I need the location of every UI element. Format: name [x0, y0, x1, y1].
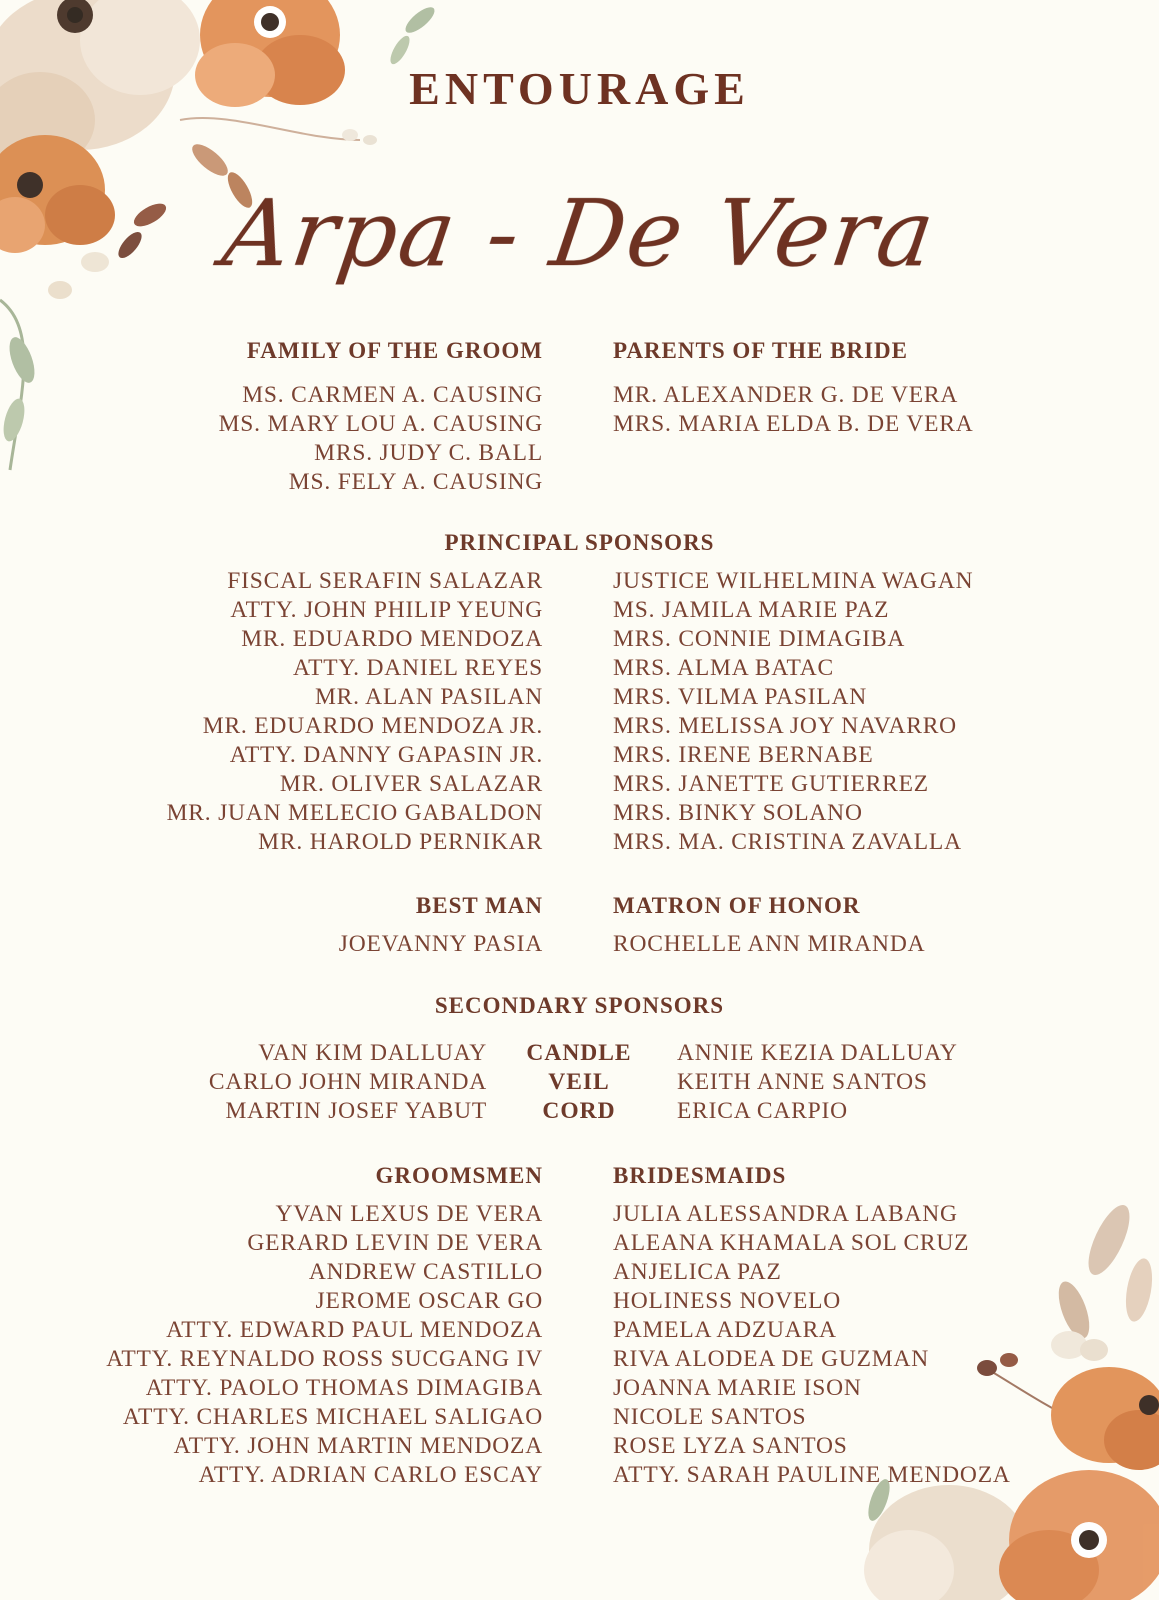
list-item: JULIA ALESSANDRA LABANG: [613, 1201, 958, 1227]
list-item: NICOLE SANTOS: [613, 1404, 807, 1430]
matron-list: [613, 930, 925, 959]
best-man-heading: BEST MAN: [415, 893, 543, 918]
list-item: ATTY. SARAH PAULINE MENDOZA: [613, 1462, 1011, 1488]
list-item: MRS. VILMA PASILAN: [613, 684, 868, 710]
list-item: JOEVANNY PASIA: [338, 931, 543, 957]
groomsmen-list: [106, 1200, 543, 1490]
role-label: CORD: [542, 1098, 616, 1124]
family-groom-list: [219, 381, 543, 497]
list-item: ATTY. DANIEL REYES: [292, 655, 543, 681]
principal-sponsors-right-list: [613, 567, 973, 857]
list-item: MRS. MARIA ELDA B. DE VERA: [613, 411, 974, 437]
secondary-sponsors-roles: [509, 1039, 649, 1126]
list-item: MRS. ALMA BATAC: [613, 655, 835, 681]
secondary-sponsors-left-list: [209, 1039, 487, 1126]
list-item: VAN KIM DALLUAY: [258, 1040, 487, 1066]
list-item: ATTY. JOHN PHILIP YEUNG: [230, 597, 543, 623]
role-label: VEIL: [548, 1069, 610, 1095]
matron-heading: MATRON OF HONOR: [613, 893, 861, 918]
page-title: ENTOURAGE: [409, 63, 750, 114]
list-item: MS. FELY A. CAUSING: [288, 469, 543, 495]
role-label: CANDLE: [526, 1040, 632, 1066]
list-item: ATTY. PAOLO THOMAS DIMAGIBA: [145, 1375, 543, 1401]
secondary-sponsors-right-list: [677, 1039, 958, 1126]
list-item: MS. JAMILA MARIE PAZ: [613, 597, 890, 623]
list-item: MR. JUAN MELECIO GABALDON: [166, 800, 543, 826]
list-item: ROSE LYZA SANTOS: [613, 1433, 848, 1459]
principal-sponsors-heading: PRINCIPAL SPONSORS: [444, 530, 715, 555]
bridesmaids-heading: BRIDESMAIDS: [613, 1163, 787, 1188]
list-item: ATTY. ADRIAN CARLO ESCAY: [198, 1462, 543, 1488]
secondary-sponsors-heading: SECONDARY SPONSORS: [434, 993, 725, 1018]
list-item: JUSTICE WILHELMINA WAGAN: [613, 568, 974, 594]
list-item: MRS. BINKY SOLANO: [613, 800, 863, 826]
list-item: ATTY. CHARLES MICHAEL SALIGAO: [122, 1404, 543, 1430]
list-item: ANDREW CASTILLO: [308, 1259, 543, 1285]
list-item: YVAN LEXUS DE VERA: [275, 1201, 543, 1227]
list-item: ANNIE KEZIA DALLUAY: [677, 1040, 958, 1066]
list-item: MR. EDUARDO MENDOZA: [241, 626, 543, 652]
list-item: JOANNA MARIE ISON: [613, 1375, 862, 1401]
list-item: MR. ALEXANDER G. DE VERA: [613, 382, 959, 408]
list-item: PAMELA ADZUARA: [613, 1317, 837, 1343]
list-item: KEITH ANNE SANTOS: [677, 1069, 928, 1095]
list-item: FISCAL SERAFIN SALAZAR: [227, 568, 543, 594]
list-item: MRS. JUDY C. BALL: [314, 440, 543, 466]
list-item: MRS. MELISSA JOY NAVARRO: [613, 713, 957, 739]
list-item: ATTY. REYNALDO ROSS SUCGANG IV: [106, 1346, 543, 1372]
list-item: MRS. CONNIE DIMAGIBA: [613, 626, 906, 652]
list-item: RIVA ALODEA DE GUZMAN: [613, 1346, 930, 1372]
list-item: ALEANA KHAMALA SOL CRUZ: [613, 1230, 970, 1256]
list-item: JEROME OSCAR GO: [315, 1288, 543, 1314]
principal-sponsors-left-list: [167, 567, 543, 857]
list-item: MR. HAROLD PERNIKAR: [258, 829, 543, 855]
list-item: CARLO JOHN MIRANDA: [208, 1069, 487, 1095]
list-item: MRS. MA. CRISTINA ZAVALLA: [613, 829, 962, 855]
list-item: HOLINESS NOVELO: [613, 1288, 842, 1314]
parents-bride-heading: PARENTS OF THE BRIDE: [613, 338, 908, 363]
bridesmaids-list: [613, 1200, 1011, 1490]
list-item: MR. ALAN PASILAN: [314, 684, 543, 710]
list-item: MARTIN JOSEF YABUT: [225, 1098, 487, 1124]
list-item: MR. OLIVER SALAZAR: [279, 771, 543, 797]
best-man-list: [339, 930, 543, 959]
list-item: ATTY. DANNY GAPASIN JR.: [229, 742, 543, 768]
groomsmen-heading: GROOMSMEN: [375, 1163, 543, 1188]
parents-bride-list: [613, 381, 974, 439]
list-item: MS. CARMEN A. CAUSING: [242, 382, 543, 408]
list-item: GERARD LEVIN DE VERA: [247, 1230, 543, 1256]
list-item: MS. MARY LOU A. CAUSING: [218, 411, 543, 437]
list-item: MR. EDUARDO MENDOZA JR.: [202, 713, 543, 739]
couple-names: Arpa - De Vera: [216, 180, 943, 287]
list-item: MRS. IRENE BERNABE: [613, 742, 874, 768]
family-groom-heading: FAMILY OF THE GROOM: [246, 338, 543, 363]
list-item: ERICA CARPIO: [677, 1098, 848, 1124]
list-item: ROCHELLE ANN MIRANDA: [613, 931, 926, 957]
list-item: MRS. JANETTE GUTIERREZ: [613, 771, 929, 797]
list-item: ATTY. JOHN MARTIN MENDOZA: [173, 1433, 543, 1459]
list-item: ANJELICA PAZ: [613, 1259, 782, 1285]
list-item: ATTY. EDWARD PAUL MENDOZA: [166, 1317, 543, 1343]
